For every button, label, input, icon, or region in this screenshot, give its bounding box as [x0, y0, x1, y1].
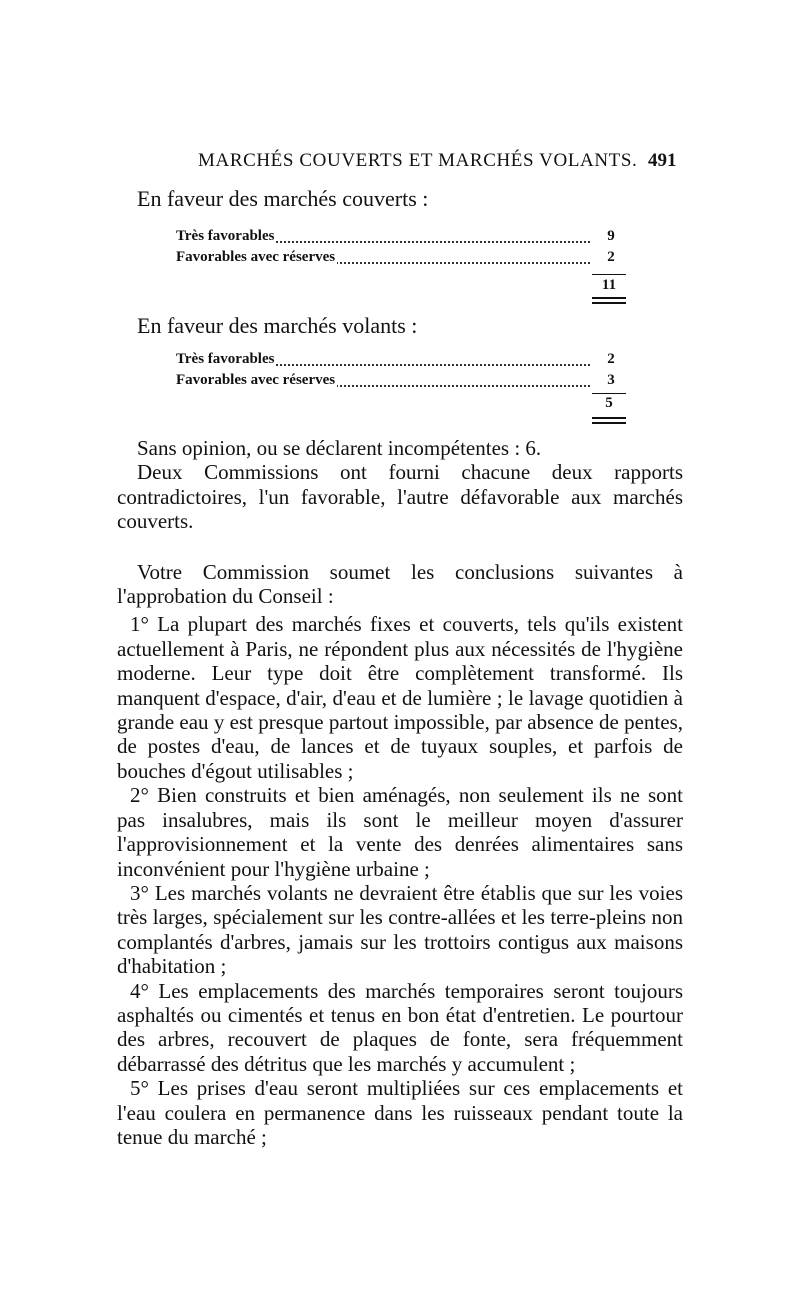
conclusion-4: 4° Les emplacements des marchés temporaires seront toujours asphaltés ou cimentés et tenus en bon état d'entretien. Le pourtour des arbres, recouvert de plaques de fonte, sera fréquemment débarrassé des détritus que les marchés y accumulent ; [117, 978, 683, 1076]
intro-paragraph: Votre Commission soumet les conclusions suivantes à l'approbation du Conseil : [117, 559, 683, 609]
paragraph-gap [117, 534, 683, 560]
tally-row [176, 249, 626, 270]
sum-rule [592, 274, 626, 275]
conclusion-3: 3° Les marchés volants ne devraient être établis que sur les voies très larges, spécialement sur les contre-allées et les terre-pleins non complantés d'arbres, jamais sur les trottoirs contigus aux maisons d'habitation ; [117, 880, 683, 979]
tally-value: 3 [607, 372, 615, 388]
running-head-title: MARCHÉS COUVERTS ET MARCHÉS VOLANTS. [198, 150, 638, 171]
body-text [117, 436, 683, 1149]
tally-label: Favorables avec réserves [176, 249, 336, 265]
tally-label: Très favorables [176, 351, 275, 367]
no-opinion-line: Sans opinion, ou se déclarent incompétentes : 6. [137, 436, 542, 460]
tally-total: 5 [605, 395, 613, 411]
flying-tally [176, 351, 626, 411]
double-rule [592, 417, 626, 424]
sum-rule [592, 393, 626, 394]
conclusion-1: 1° La plupart des marchés fixes et couverts, tels qu'ils existent actuellement à Paris, ne répondent plus aux nécessités de l'hygiène moderne. Leur type doit être complètement transformé. Ils manquent d'espace, d'air, d'eau et de lumière ; le lavage quotidien à grande eau y est presque partout impossible, par absence de pentes, de postes d'eau, de lances et de tuyaux souples, et parfois de bouches d'égout utilisables ; [117, 612, 683, 783]
page-number: 491 [648, 150, 677, 171]
conclusion-5: 5° Les prises d'eau seront multipliées sur ces emplacements et l'eau coulera en permanence dans les ruisseaux pendant toute la tenue du marché ; [117, 1076, 683, 1149]
double-rule [592, 297, 626, 304]
tally-row [176, 351, 626, 372]
tally-row [176, 228, 626, 249]
conclusion-2: 2° Bien construits et bien aménagés, non seulement ils ne sont pas insalubres, mais ils sont le meilleur moyen d'assurer l'approvisionnement et la vente des denrées alimentaires sans inconvénient pour l'hygiène urbaine ; [117, 783, 683, 881]
tally-row [176, 372, 626, 393]
two-commissions-paragraph: Deux Commissions ont fourni chacune deux rapports contradictoires, l'un favorable, l'autre défavorable aux marchés couverts. [117, 460, 683, 534]
tally-value: 2 [607, 351, 615, 367]
covered-tally [176, 228, 626, 293]
tally-value: 2 [607, 249, 615, 265]
tally-label: Très favorables [176, 228, 275, 244]
tally-label: Favorables avec réserves [176, 372, 336, 388]
covered-heading: En faveur des marchés couverts : [137, 186, 429, 211]
tally-total: 11 [601, 277, 617, 293]
flying-heading: En faveur des marchés volants : [137, 313, 418, 338]
tally-value: 9 [607, 228, 615, 244]
running-head [0, 150, 800, 176]
